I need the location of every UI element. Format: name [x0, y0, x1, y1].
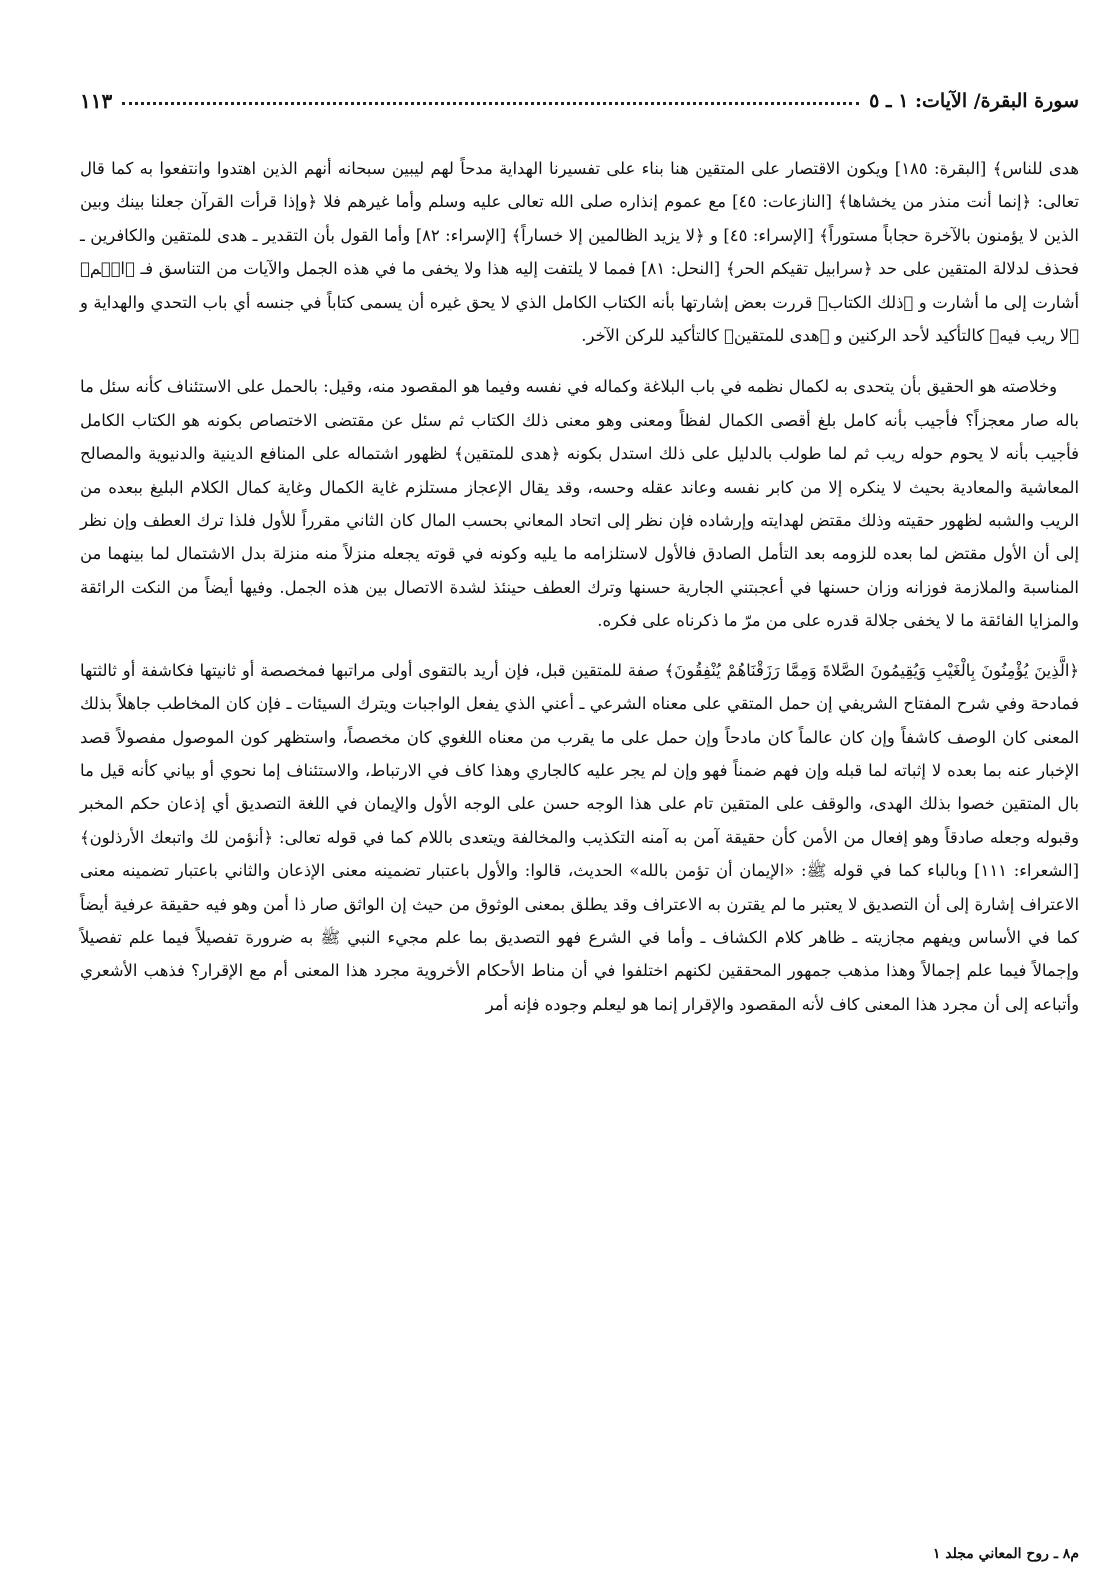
signature-text: م٨ ـ روح المعاني مجلد ١ [932, 1546, 1079, 1562]
paragraph-2: وخلاصته هو الحقيق بأن يتحدى به لكمال نظمه في باب البلاغة وكماله في نفسه وفيما هو المقصود منه، وقيل: بالحمل على الاستئناف كأنه سئل ما باله صار معجزاً؟ فأجيب بأنه كامل بلغ أقصى الكمال لفظاً ومعنى وهو معنى ذلك الكتاب ثم سئل عن مقتضى الاختصاص بكونه هو الكتاب الكامل فأجيب بأنه لا يحوم حوله ريب ثم لما طولب بالدليل على ذلك استدل بكونه ﴿هدى للمتقين﴾ لظهور اشتماله على المنافع الدينية والدنيوية والمصالح المعاشية والمعادية بحيث لا ينكره إلا من كابر نفسه وعاند عقله وحسه، وقد يقال الإعجاز مستلزم غاية الكمال وغاية كمال الكلام البليغ ببعده من الريب والشبه لظهور حقيته وذلك مقتض لهدايته وإرشاده فإن نظر إلى اتحاد المعاني بحسب المال كان الثاني مقرراً للأول فلذا ترك العطف وإن نظر إلى أن الأول مقتض لما بعده للزومه بعد التأمل الصادق فالأول لاستلزامه ما يليه وكونه في قوته يجعله منزلاً منه منزلة بدل الاشتمال لما بينهما من المناسبة والملازمة فوزانه وزان حسنها في أعجبتني الجارية حسنها وترك العطف حينئذ لشدة الاتصال بين هذه الجمل. وفيها أيضاً من النكت الرائقة والمزايا الفائقة ما لا يخفى جلالة قدره على من مرّ ما ذكرناه على فكره. [80, 377, 1079, 631]
signature-footer [80, 1546, 1079, 1562]
page-number: ١١٣ [80, 89, 113, 113]
header-dot-leader [122, 92, 859, 105]
running-header [80, 84, 1079, 118]
paragraph-1: هدى للناس﴾ [البقرة: ١٨٥] ويكون الاقتصار على المتقين هنا بناء على تفسيرنا الهداية مدحاً لهم ليبين سبحانه أنهم الذين اهتدوا وانتفعوا به كما قال تعالى: ﴿إنما أنت منذر من يخشاها﴾ [النازعات: ٤٥] مع عموم إنذاره صلى الله تعالى عليه وسلم وأما غيرهم فلا ﴿وإذا قرأت القرآن جعلنا بينك وبين الذين لا يؤمنون بالآخرة حجاباً مستوراً﴾ [الإسراء: ٤٥] و ﴿لا يزيد الظالمين إلا خساراً﴾ [الإسراء: ٨٢] وأما القول بأن التقدير ـ هدى للمتقين والكافرين ـ فحذف لدلالة المتقين على حد ﴿سرابيل تقيكم الحر﴾ [النحل: ٨١] فمما لا يلتفت إليه هذا ولا يخفى ما في هذه الجمل والآيات من التناسق فـ ﴿الۤم﴾ أشارت إلى ما أشارت و ﴿ذلك الكتاب﴾ قررت بعض إشارتها بأنه الكتاب الكامل الذي لا يحق غيره أن يسمى كتاباً في جنسه أي باب التحدي والهداية و ﴿لا ريب فيه﴾ كالتأكيد لأحد الركنين و ﴿هدى للمتقين﴾ كالتأكيد للركن الآخر. [80, 159, 1079, 346]
paragraph-3: ﴿الَّذِينَ يُؤْمِنُونَ بِالْغَيْبِ وَيُقِيمُونَ الصَّلاةَ وَمِمَّا رَزَقْنَاهُمْ يُنْفِقُونَ﴾ صفة للمتقين قبل، فإن أريد بالتقوى أولى مراتبها فمخصصة أو ثانيتها فكاشفة أو ثالثتها فمادحة وفي شرح المفتاح الشريفي إن حمل المتقي على معناه الشرعي ـ أعني الذي يفعل الواجبات ويترك السيئات ـ فإن كان المخاطب جاهلاً بذلك المعنى كان الوصف كاشفاً وإن كان عالماً كان مادحاً وإن حمل على ما يقرب من معناه اللغوي كان مخصصاً، واستظهر كون الموصول مفصولاً قصد الإخبار عنه بما بعده لا إثباته لما قبله وإن فهم ضمناً فهو وإن لم يجر عليه كالجاري وهذا كاف في الارتباط، والاستئناف إما نحوي أو بياني كأنه قيل ما بال المتقين خصوا بذلك الهدى، والوقف على المتقين تام على هذا الوجه حسن على الوجه الأول والإيمان في اللغة التصديق أي إذعان حكم المخبر وقبوله وجعله صادقاً وهو إفعال من الأمن كأن حقيقة آمن به آمنه التكذيب والمخالفة ويتعدى باللام كما في قوله تعالى: ﴿أنؤمن لك واتبعك الأرذلون﴾ [الشعراء: ١١١] وبالباء كما في قوله ﷺ: «الإيمان أن تؤمن بالله» الحديث، قالوا: والأول باعتبار تضمينه معنى الإذعان والثاني باعتبار تضمينه معنى الاعتراف إشارة إلى أن التصديق لا يعتبر ما لم يقترن به الاعتراف وقد يطلق بمعنى الوثوق من حيث إن الواثق صار ذا أمن وهو فيه حقيقة عرفية أيضاً كما في الأساس ويفهم مجازيته ـ ظاهر كلام الكشاف ـ وأما في الشرع فهو التصديق بما علم مجيء النبي ﷺ به ضرورة تفصيلاً فيما علم تفصيلاً وإجمالاً فيما علم إجمالاً وهذا مذهب جمهور المحققين لكنهم اختلفوا في أن مناط الأحكام الأخروية مجرد هذا المعنى أم مع الإقرار؟ فذهب الأشعري وأتباعه إلى أن مجرد هذا المعنى كاف لأنه المقصود والإقرار إنما هو ليعلم وجوده فإنه أمر [80, 660, 1079, 1014]
header-title: سورة البقرة/ الآيات: ١ ـ ٥ [869, 90, 1079, 112]
page-body [80, 152, 1079, 1021]
